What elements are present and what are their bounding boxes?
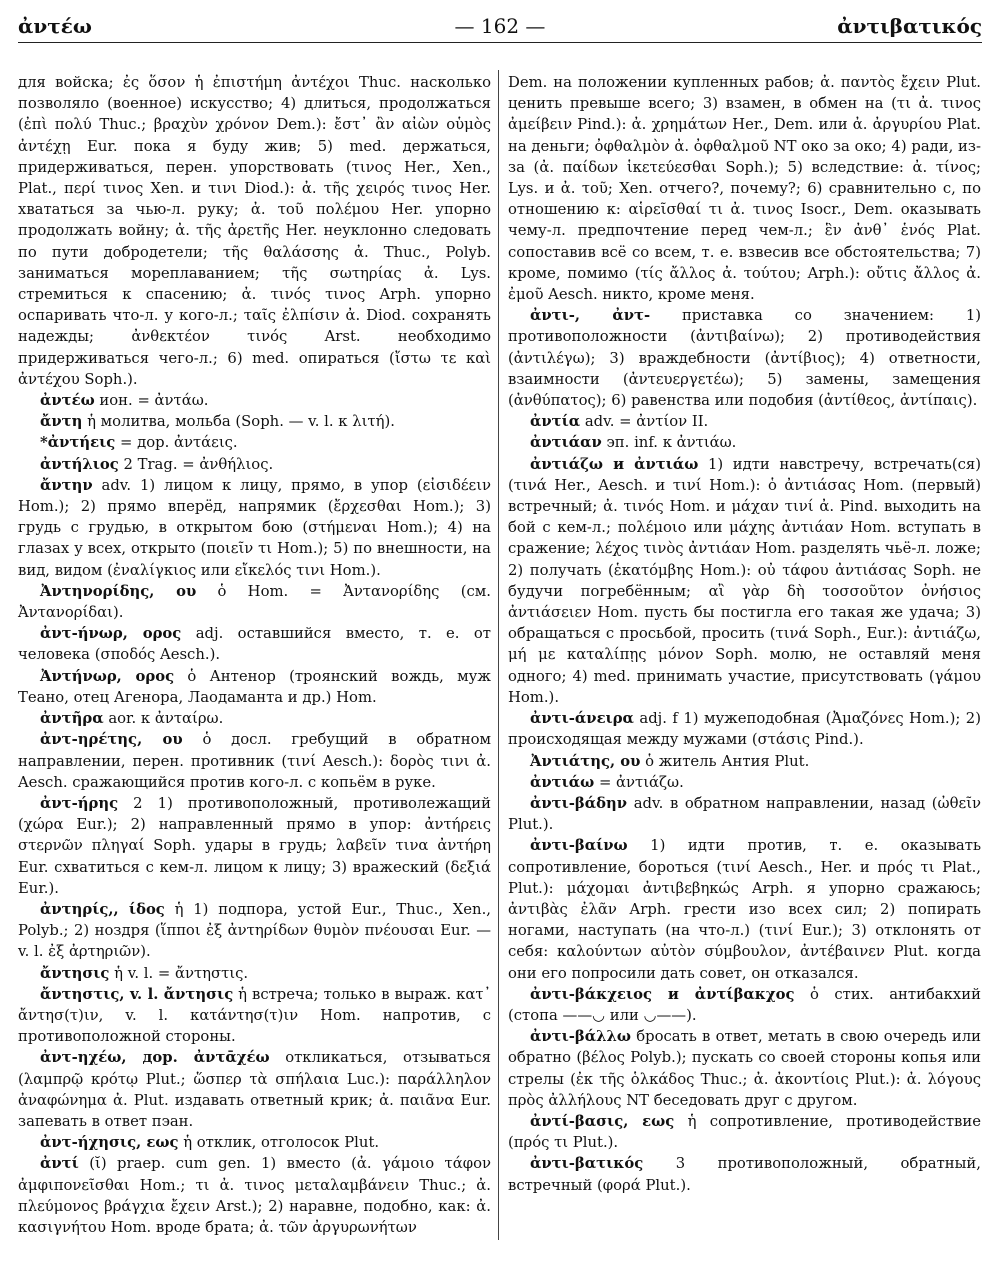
dictionary-entry xyxy=(18,432,491,453)
entry-headword: ἀντ-ήνωρ, ορος xyxy=(40,625,182,643)
entry-text: = дор. ἀντάεις. xyxy=(115,434,238,452)
entry-headword: ἀντ-ήχησις, εως xyxy=(40,1134,179,1152)
dictionary-entry xyxy=(18,666,491,708)
entry-headword: ἀντι-βάλλω xyxy=(530,1028,631,1046)
right-column xyxy=(508,72,981,1196)
dictionary-entry xyxy=(18,899,491,963)
entry-headword: ἀντ-ήρης xyxy=(40,794,119,812)
dictionary-entry xyxy=(18,581,491,623)
dictionary-entry xyxy=(18,984,491,1048)
dictionary-entry xyxy=(508,751,981,772)
dictionary-entry xyxy=(508,1111,981,1153)
entry-headword: ἀντι-βάδην xyxy=(530,794,628,812)
entry-headword: ἀντι-άνειρα xyxy=(530,710,634,728)
dictionary-entry xyxy=(508,432,981,453)
dictionary-entry xyxy=(18,72,491,390)
entry-headword: ἄντηστις, v. l. ἄντησις xyxy=(40,985,234,1003)
entry-text: adv. = ἀντίον II. xyxy=(580,413,709,431)
entry-text: = ἀντιάζω. xyxy=(594,773,684,791)
dictionary-entry xyxy=(508,305,981,411)
entry-text: откликаться, отзываться (λαμπρῷ κρότῳ Plut.; ὥσπερ τὰ σπήλαια Luc.): παράλληλον ἀναφώνημα ἀ. Plut. издавать ответный крик; ἀ. παιᾶνα Eur. запевать в ответ пэан. xyxy=(18,1049,491,1130)
entry-text: 1) идти против, т. е. оказывать сопротивление, бороться (τινί Aesch., Her. и πρός τι Plat., Plut.): μάχομαι ἀντιβεβηκώς Arph. я упорно сражаюсь; ἀντιβὰς ἐλᾶν Arph. грести изо всех сил; 2) попирать ногами, наступать (на что-л.) (τινί Eur.); 3) отклонять от себя: καλούντων αὐτὸν σύμβουλον, ἀντέβαινεν Plut. когда они его попросили дать совет, он отказался. xyxy=(508,837,981,982)
dictionary-entry xyxy=(18,1047,491,1132)
entry-text: эп. inf. к ἀντιάω. xyxy=(601,434,737,452)
entry-text: 3 противоположный, обратный, встречный (φορά Plut.). xyxy=(508,1155,981,1194)
entry-headword: ἀντι-, ἀντ- xyxy=(530,307,651,325)
entry-headword: ἀντι-βαίνω xyxy=(530,837,628,855)
dictionary-entry xyxy=(508,835,981,983)
dictionary-entry xyxy=(18,1153,491,1238)
entry-text: adv. в обратном направлении, назад (ὠθεῖν Plut.). xyxy=(508,794,981,834)
dictionary-entry xyxy=(18,963,491,984)
entry-text: ион. = ἀντάω. xyxy=(94,392,209,410)
dictionary-entry xyxy=(508,411,981,432)
dictionary-entry xyxy=(18,454,491,475)
entry-headword: Ἀντήνωρ, ορος xyxy=(40,667,175,685)
dictionary-entry xyxy=(18,729,491,793)
entry-headword: ἀντ-ηχέω, дор. ἀντᾱχέω xyxy=(40,1049,270,1067)
entry-text: aor. к ἀνταίρω. xyxy=(103,710,224,728)
entry-headword: ἀντηρίς,, ίδος xyxy=(40,900,165,918)
column-divider xyxy=(498,70,499,1240)
entry-text: ὁ житель Антия Plut. xyxy=(640,752,810,770)
entry-text: adv. 1) лицом к лицу, прямо, в упор (εἰσιδέειν Hom.); 2) прямо вперёд, напрямик (ἔρχεσθαι Hom.); 3) грудь с грудью, в открытом бою (στήμεναι Hom.); 4) на глазах у всех, открыто (ποιεῖν τι Hom.); 5) по внешности, на вид, видом (ἐναλίγκιος или εἴκελός τινι Hom.). xyxy=(18,476,491,579)
entry-headword: ἀντιάζω и ἀντιάω xyxy=(530,455,699,473)
entry-text: adj. f 1) мужеподобная (Ἀμαζόνες Hom.); 2) происходящая между мужами (στάσις Pind.). xyxy=(508,710,981,749)
entry-text: Dem. на положении купленных рабов; ἀ. παντὸς ἔχειν Plut. ценить превыше всего; 3) взамен, в обмен на (τι ἀ. τινος ἀμείβειν Pind.): ἀ. χρημάτων Her., Dem. или ἀ. ἀργυρίου Plat. на деньги; ὀφθαλμὸν ἀ. ὀφθαλμοῦ NT око за око; 4) ради, из-за (ἀ. παίδων ἱκετεύεσθαι Soph.); 5) вследствие: ἀ. τίνος; Lys. и ἀ. τοῦ; Xen. отчего?, почему?; 6) сравнительно с, по отношению к: αἱρεῖσθαί τι ἀ. τινος Isocr., Dem. оказывать чему-л. предпочтение перед чем-л.; ἓν ἀνθ᾽ ἑνός Plat. сопоставив всё со всем, т. е. взвесив все обстоятельства; 7) кроме, помимо (τίς ἄλλος ἀ. τούτου; Arph.): οὔτις ἄλλος ἀ. ἐμοῦ Aesch. никто, кроме меня. xyxy=(508,74,981,304)
entry-text: ἡ v. l. = ἄντηστις. xyxy=(109,964,249,982)
entry-text: ἡ встреча; только в выраж. κατ᾽ ἄντησ(τ)ιν, v. l. κατάντησ(τ)ιν Hom. напротив, с противоположной стороны. xyxy=(18,985,491,1046)
entry-text: бросать в ответ, метать в свою очередь или обратно (βέλος Polyb.); пускать со своей стороны копья или стрелы (ἐκ τῆς ὁλκάδος Thuc.; ἀ. ἀκοντίοις Plut.): ἀ. λόγους πρὸς ἀλλήλους NT беседовать друг с другом. xyxy=(508,1028,981,1109)
dictionary-entry xyxy=(18,1132,491,1153)
dictionary-entry xyxy=(508,454,981,708)
entry-text: ἡ отклик, отголосок Plut. xyxy=(178,1134,380,1152)
entry-text: ἡ сопротивление, противодействие (πρός τι Plut.). xyxy=(508,1112,981,1152)
dictionary-entry xyxy=(18,411,491,432)
dictionary-entry xyxy=(18,623,491,665)
dictionary-entry xyxy=(508,793,981,835)
dictionary-entry xyxy=(18,708,491,729)
entry-text: для войска; ἐς ὅσον ἡ ἐπιστήμη ἀντέχοι Thuc. насколько позволяло (военное) искусство; 4) длиться, продолжаться (ἐπὶ πολύ Thuc.; βραχὺν χρόνον Dem.): ἔστ᾽ ἂν αἰὼν οὑμὸς ἀντέχῃ Eur. пока я буду жив; 5) med. держаться, придерживаться, перен. упорствовать (τινος Her., Xen., Plat., περί τινος Xen. и τινι Diod.): ἀ. τῆς χειρός τινος Her. хвататься за чью-л. руку; ἀ. τοῦ πολέμου Her. упорно продолжать войну; ἀ. τῆς ἀρετῆς Her. неуклонно следовать по пути добродетели; τῆς θαλάσσης ἀ. Thuc., Polyb. заниматься мореплаванием; τῆς σωτηρίας ἀ. Lys. стремиться к спасению; ἀ. τινός τινος Arph. упорно оспаривать что-л. у кого-л.; ταῖς ἐλπίσιν ἀ. Diod. сохранять надежды; ἀνθεκτέον τινός Arst. необходимо придерживаться чего-л.; 6) med. опираться (ἴστω τε καὶ ἀντέχου Soph.). xyxy=(18,74,491,388)
entry-text: приставка со значением: 1) противоположности (ἀντιβαίνω); 2) противодействия (ἀντιλέγω); 3) враждебности (ἀντίβιος); 4) ответности, взаимности (ἀντευεργετέω); 5) замены, замещения (ἀνθύπατος); 6) равенства или подобия (ἀντίθεος, ἀντίπαις). xyxy=(508,307,982,410)
entry-headword: Ἀντιάτης, ου xyxy=(530,752,641,770)
dictionary-entry xyxy=(508,984,981,1026)
dictionary-entry xyxy=(508,1153,981,1195)
page-header xyxy=(18,14,982,42)
dictionary-entry xyxy=(18,475,491,581)
dictionary-entry xyxy=(508,772,981,793)
entry-text: 2 1) противоположный, противолежащий (χώρα Eur.); 2) направленный прямо в упор: ἀντήρεις στερνῶν πληγαί Soph. удары в грудь; λαβεῖν τινα ἀντήρη Eur. схватиться с кем-л. лицом к лицу; 3) вражеский (δεξιά Eur.). xyxy=(18,794,491,897)
entry-text: 2 Trag. = ἀνθήλιος. xyxy=(118,455,274,473)
entry-text: ὁ досл. гребущий в обратном направлении, перен. противник (τινί Aesch.): δορὸς τινι ἀ. Aesch. сражающийся против кого-л. с копьём в руке. xyxy=(18,731,491,791)
dictionary-entry xyxy=(508,72,981,305)
entry-headword: ἄντησις xyxy=(40,964,110,982)
dictionary-entry xyxy=(18,390,491,411)
entry-headword: ἀντέω xyxy=(40,392,95,410)
dictionary-entry xyxy=(508,708,981,750)
entry-text: ὁ Антенор (троянский вождь, муж Теано, отец Агенора, Лаодаманта и др.) Hom. xyxy=(18,667,491,706)
entry-headword: Ἀντηνορίδης, ου xyxy=(40,582,197,600)
entry-headword: ἄντη xyxy=(40,413,83,431)
page-number: — 162 — xyxy=(454,14,546,38)
entry-headword: ἀντί xyxy=(40,1155,79,1173)
dictionary-entry xyxy=(508,1026,981,1111)
entry-headword: ἄντην xyxy=(40,476,93,494)
entry-text: 1) идти навстречу, встречать(ся) (τινά Her., Aesch. и τινί Hom.): ὁ ἀντιάσας Hom. (первый) встречный; ἀ. τινός Hom. и μάχαν τινί ἀ. Pind. выходить на бой с кем-л.; πολέμοιο или μάχης ἀντιάαν Hom. вступать в сражение; λέχος τινὸς ἀντιάαν Hom. разделять чьё-л. ложе; 2) получать (ἑκατόμβης Hom.): οὐ τάφου ἀντιάσας Soph. не будучи погребённым; αἲ γὰρ δὴ τοσσοῦτον ὀνήσιος ἀντιάσειεν Hom. пусть бы постигла его такая же удача; 3) обращаться с просьбой, просить (τινά Soph., Eur.): ἀντιάζω, μή με καταλίπῃς μόνον Soph. молю, не оставляй меня одного; 4) med. принимать участие, присутствовать (γάμου Hom.). xyxy=(508,455,981,706)
entry-text: adj. оставшийся вместо, т. е. от человека (σποδός Aesch.). xyxy=(18,625,491,664)
entry-text: ἡ молитва, мольба (Soph. — v. l. к λιτή). xyxy=(82,413,395,431)
entry-text: ὁ Hom. = Ἀντανορίδης (см. Ἀντανορίδαι). xyxy=(18,582,491,622)
entry-headword: ἀντί-βασις, εως xyxy=(530,1112,675,1130)
entry-headword: ἀντήλιος xyxy=(40,455,119,473)
entry-headword: ἀντι-βάκχειος и ἀντίβακχος xyxy=(530,985,795,1003)
entry-headword: ἀντῆρα xyxy=(40,710,104,728)
dictionary-entry xyxy=(18,793,491,899)
running-headword-right: ἀντιβατικός xyxy=(837,14,982,38)
entry-headword: ἀντ-ηρέτης, ου xyxy=(40,731,183,749)
entry-headword: ἀντι-βατικός xyxy=(530,1155,644,1173)
entry-headword: ἀντιάω xyxy=(530,773,595,791)
entry-headword: *ἀντήεις xyxy=(40,434,116,452)
running-headword-left: ἀντέω xyxy=(18,14,92,38)
header-rule xyxy=(18,42,982,43)
entry-headword: ἀντία xyxy=(530,413,581,431)
left-column xyxy=(18,72,491,1238)
entry-text: (ῐ) praep. cum gen. 1) вместо (ἀ. γάμοιο τάφον ἀμφιπονεῖσθαι Hom.; τι ἀ. τινος μεταλαμβάνειν Thuc.; ἀ. πλεύμονος βράγχια ἔχειν Arst.); 2) наравне, подобно, как: ἀ. κασιγνήτου Hom. вроде брата; ἀ. τῶν ἀργυρωνήτων xyxy=(18,1155,491,1236)
entry-text: ὁ стих. антибакхий (стопа ——◡ или ◡——). xyxy=(508,985,981,1024)
entry-headword: ἀντιάαν xyxy=(530,434,602,452)
entry-text: ἡ 1) подпора, устой Eur., Thuc., Xen., Polyb.; 2) ноздря (ἵπποι ἐξ ἀντηρίδων θυμὸν πνέουσαι Eur. — v. l. ἐξ ἀρτηριῶν). xyxy=(18,900,491,961)
